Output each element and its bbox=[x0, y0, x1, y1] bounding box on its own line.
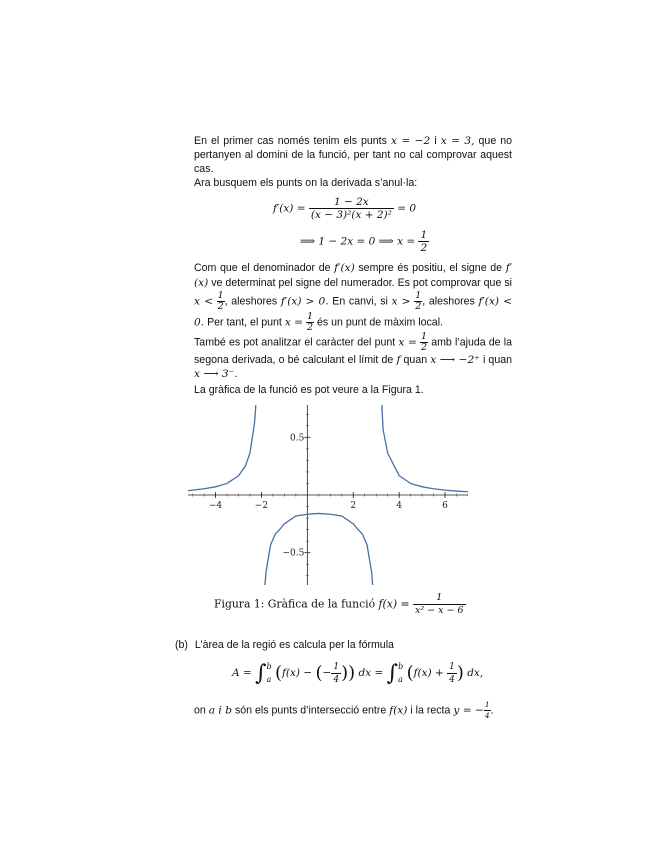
math-inline: x = 3, bbox=[440, 135, 475, 147]
differential: dx = bbox=[358, 667, 384, 679]
fraction-numerator: 1 − 2x bbox=[309, 196, 394, 209]
eq-rhs: = 0 bbox=[397, 202, 417, 215]
part-label: (b) bbox=[175, 639, 188, 651]
math-inline: f(x) bbox=[389, 704, 408, 717]
eq-x: x = bbox=[397, 235, 416, 248]
math-inline: f(x) = bbox=[378, 597, 410, 611]
fraction-denominator: 2 bbox=[415, 301, 422, 312]
fraction-denominator: 4 bbox=[449, 674, 455, 685]
fraction bbox=[420, 332, 428, 353]
eq-mid: 1 − 2x = 0 bbox=[318, 235, 376, 248]
text-segment: amb l’ajuda de la bbox=[431, 336, 512, 349]
text-segment: és un punt de màxim local. bbox=[316, 316, 443, 329]
paragraph-figure-ref: La gràfica de la funció es pot veure a la Figura 1. bbox=[194, 384, 424, 396]
paren: ( bbox=[406, 662, 414, 684]
fraction bbox=[331, 661, 341, 686]
text-segment: pertanyen al domini de la funció, per tant no cal comprovar aquest bbox=[194, 149, 512, 161]
paren: ) bbox=[456, 662, 464, 684]
fraction-denominator: 4 bbox=[333, 674, 340, 685]
equation-critical-point bbox=[300, 229, 429, 254]
text-segment: si bbox=[504, 277, 513, 289]
part-text: L’àrea de la regió es calcula per la fórmula bbox=[194, 639, 394, 651]
math-inline: f′(x) bbox=[334, 262, 355, 274]
x-tick-label: −2 bbox=[254, 501, 269, 511]
text-segment: i bbox=[434, 135, 437, 147]
equation-area: A = ∫ b a (f(x) − (− $\frac{1}{4}$ )) dx = ∫ b a (f(x) + $\frac{1}{4}$ ) dx, bbox=[232, 660, 484, 686]
math-inline: x ⟶ −2⁺ bbox=[430, 354, 480, 366]
text-segment: que no bbox=[478, 135, 512, 147]
math-inline: f′(x) bbox=[194, 262, 513, 289]
upper-limit: b bbox=[266, 662, 272, 671]
differential: dx, bbox=[467, 667, 484, 679]
math-inline: x = bbox=[398, 336, 417, 349]
integral-limits bbox=[267, 660, 272, 686]
eq-lhs: f′(x) = bbox=[273, 202, 306, 215]
equation-derivative bbox=[273, 196, 416, 221]
integral-sign: ∫ bbox=[255, 660, 267, 686]
math-inline: f′(x) > 0. bbox=[280, 295, 329, 308]
text-segment: són els punts d’intersecció entre bbox=[234, 704, 387, 717]
fraction-numerator: 1 bbox=[449, 661, 455, 672]
fraction-numerator: 1 bbox=[484, 700, 490, 709]
fraction-numerator: 1 bbox=[333, 661, 340, 672]
fraction bbox=[418, 229, 429, 254]
text-segment: segona derivada, o bé calculant el límit de bbox=[194, 354, 394, 366]
fraction-denominator: (x − 3)²(x + 2)² bbox=[310, 209, 392, 221]
text-segment: En el primer cas només tenim els punts bbox=[194, 135, 387, 147]
x-tick-label: 2 bbox=[350, 501, 357, 511]
fraction-numerator: 1 bbox=[306, 311, 314, 322]
fraction-numerator: 1 bbox=[421, 331, 428, 342]
fraction bbox=[447, 661, 457, 686]
fraction-denominator: 2 bbox=[421, 342, 428, 353]
math-inline: x > bbox=[391, 295, 411, 308]
fraction-numerator: 1 bbox=[413, 592, 466, 605]
paragraph-derivative-intro: Ara busquem els punts on la derivada s’anul·la: bbox=[194, 177, 418, 189]
math-inline: a i b bbox=[208, 704, 232, 717]
math-inline: y = − bbox=[453, 704, 484, 717]
math-inline: x ⟶ 3⁻. bbox=[194, 368, 238, 380]
integral-sign: ∫ bbox=[386, 660, 399, 686]
part-b-heading bbox=[175, 639, 394, 651]
caption-label: Figura 1: Gràfica de la funció bbox=[214, 597, 376, 611]
fraction bbox=[217, 291, 225, 312]
figure-caption bbox=[214, 592, 466, 617]
fraction bbox=[306, 312, 314, 333]
text-segment: També es pot analitzar el caràcter del punt bbox=[194, 336, 396, 349]
math-inline: x = bbox=[284, 316, 304, 329]
fraction bbox=[484, 700, 491, 721]
paragraph-intersection bbox=[194, 700, 514, 721]
fraction bbox=[309, 196, 394, 221]
y-tick-label: 0.5 bbox=[290, 433, 305, 444]
eq-lhs: A = bbox=[232, 667, 252, 679]
text-segment: ve determinat pel signe del numerador. Es pot comprovar que bbox=[211, 277, 502, 289]
math-inline: f′(x) < 0. bbox=[194, 295, 513, 329]
lower-limit: a bbox=[266, 675, 272, 684]
x-tick-label: 6 bbox=[442, 501, 448, 511]
text-segment: cas. bbox=[194, 163, 214, 175]
curve-branch-1 bbox=[188, 405, 258, 491]
text-segment: sempre és positiu, el signe de bbox=[358, 262, 503, 274]
math-inline: f bbox=[396, 354, 401, 366]
fraction-denominator: 4 bbox=[484, 711, 490, 720]
curve-branch-2 bbox=[264, 513, 373, 585]
fraction-denominator: 2 bbox=[420, 242, 428, 254]
math-inline: x < bbox=[194, 295, 213, 308]
fraction-denominator: 2 bbox=[306, 322, 314, 333]
fraction-numerator: 1 bbox=[420, 229, 428, 241]
paragraph-sign-analysis bbox=[194, 261, 512, 333]
text-segment: . bbox=[490, 704, 494, 717]
function-graph bbox=[188, 405, 468, 585]
implies-symbol: ⟹ bbox=[378, 235, 394, 248]
x-tick-label: −4 bbox=[208, 501, 223, 511]
text-segment: En canvi, si bbox=[332, 295, 388, 308]
integrand: f(x) − bbox=[282, 667, 313, 679]
y-tick-label: −0.5 bbox=[282, 548, 305, 559]
implies-symbol: ⟹ bbox=[300, 235, 316, 248]
paragraph-second-derivative bbox=[194, 332, 512, 381]
text-segment: on bbox=[194, 704, 206, 717]
paren: ( bbox=[275, 662, 283, 684]
math-inline: x = −2 bbox=[390, 135, 431, 147]
fraction-numerator: 1 bbox=[217, 290, 224, 301]
text-segment: , aleshores bbox=[224, 295, 278, 308]
paragraph-domain-points bbox=[194, 134, 512, 176]
paren: ) bbox=[341, 662, 349, 684]
text-segment: i quan bbox=[482, 354, 513, 366]
text-segment: Per tant, el punt bbox=[207, 316, 282, 329]
lower-limit: a bbox=[398, 675, 403, 684]
text-segment: i la recta bbox=[410, 704, 451, 717]
fraction-numerator: 1 bbox=[415, 290, 422, 301]
paren: ( bbox=[315, 662, 323, 684]
integral-limits bbox=[398, 660, 403, 686]
curve-branch-3 bbox=[379, 405, 468, 492]
x-tick-label: 4 bbox=[396, 501, 403, 511]
text-segment: Com que el denominador de bbox=[194, 262, 331, 274]
text-segment: , aleshores bbox=[422, 295, 475, 308]
fraction-denominator: 2 bbox=[217, 301, 224, 312]
fraction bbox=[413, 592, 466, 617]
upper-limit: b bbox=[398, 662, 404, 671]
integrand: f(x) + bbox=[413, 667, 444, 679]
fraction-denominator: x² − x − 6 bbox=[414, 605, 464, 616]
text-segment: quan bbox=[403, 354, 428, 366]
paren: ) bbox=[348, 662, 356, 684]
